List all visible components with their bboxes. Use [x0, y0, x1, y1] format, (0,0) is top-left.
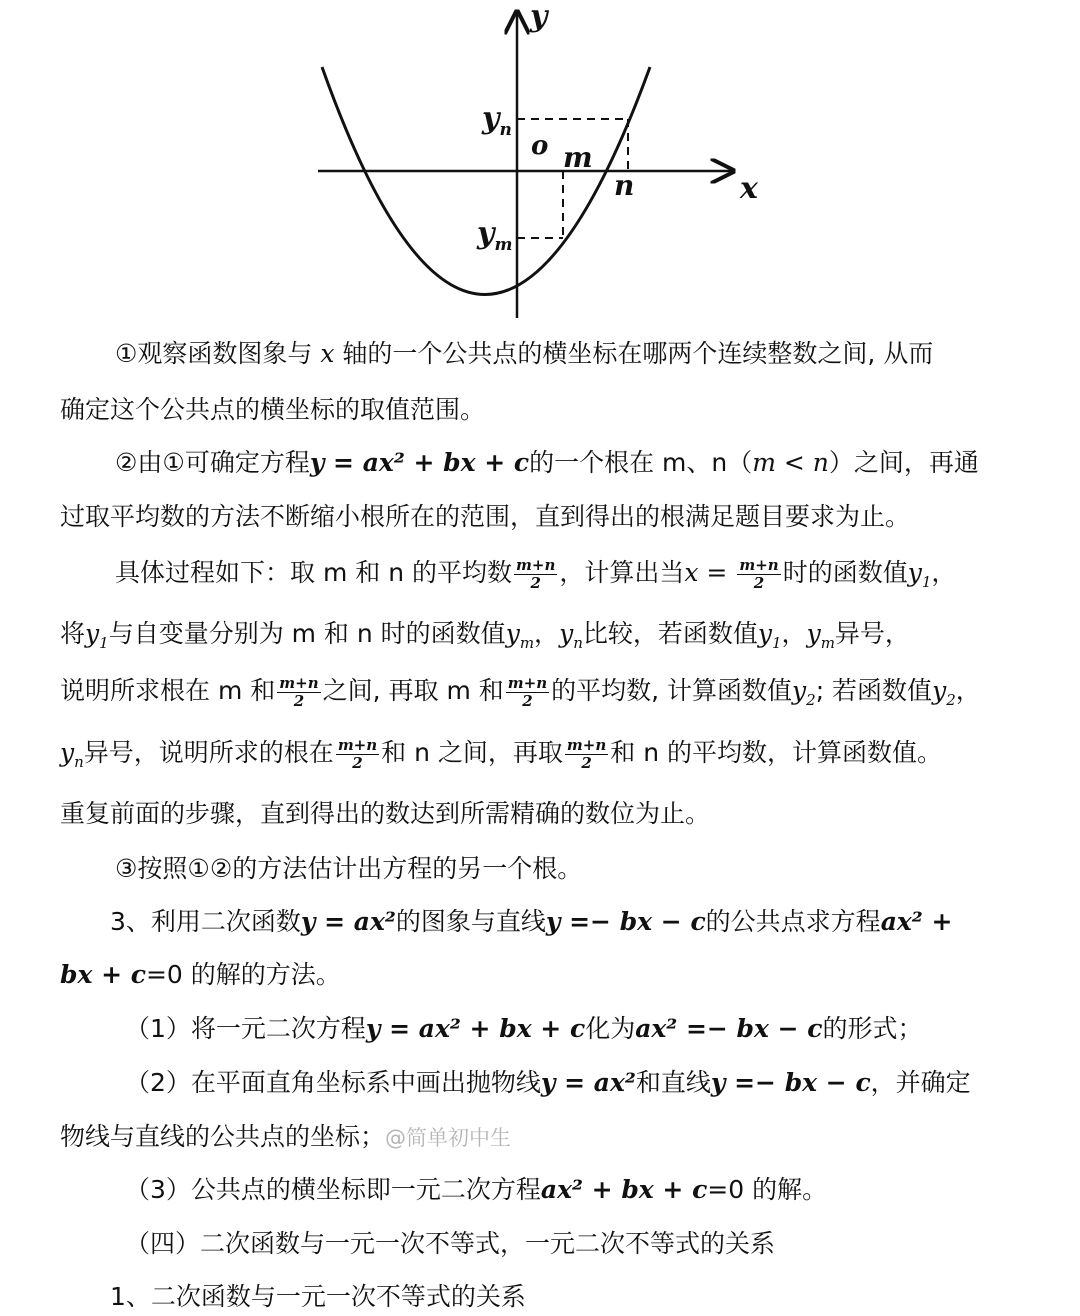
fraction-m-plus-n-over-2: $\frac{m+n}{2}$ [566, 735, 607, 772]
p3-line1: 具体过程如下：取 m 和 n 的平均数 $\frac{m+n}{2}$ ，计算出当x = $\frac{m+n}{2}$ 时的函数值$y_1$， [115, 555, 957, 592]
fraction-m-plus-n-over-2: $\frac{m+n}{2}$ [279, 673, 319, 710]
fraction-m-plus-n-over-2: $\frac{m+n}{2}$ [516, 555, 556, 592]
n-label: n [614, 169, 635, 202]
watermark: @简单初中生 [385, 1126, 512, 1150]
p3-line3: 说明所求根在 m 和 $\frac{m+n}{2}$ 之间, 再取 m 和 $\frac{m+n}{2}$ 的平均数, 计算函数值$y_2$; 若函数值$y_2$， [60, 673, 981, 710]
fraction-m-plus-n-over-2: $\frac{m+n}{2}$ [337, 735, 378, 772]
p4-line: ③按照①②的方法估计出方程的另一个根。 [115, 854, 583, 883]
p6-line: （1）将一元二次方程y = ax² + bx + c化为ax² =− bx − c的形式； [125, 1014, 923, 1043]
section-heading: （四）二次函数与一元一次不等式，一元二次不等式的关系 [125, 1229, 776, 1258]
m-label: m [563, 141, 593, 174]
yn-label: $y_n$ [482, 101, 512, 140]
p5-line1: 3、利用二次函数y = ax²的图象与直线y =− bx − c的公共点求方程ax² + [110, 907, 953, 936]
fraction-m-plus-n-over-2: $\frac{m+n}{2}$ [739, 555, 779, 592]
p7-line2: 物线与直线的公共点的坐标；@简单初中生 [60, 1122, 512, 1151]
p7-line1: （2）在平面直角坐标系中画出抛物线y = ax²和直线y =− bx − c，并确定 [125, 1068, 971, 1097]
origin-label: o [531, 131, 549, 161]
p2-line2: 过取平均数的方法不断缩小根所在的范围，直到得出的根满足题目要求为止。 [60, 502, 911, 531]
p5-line2: bx + c=0 的解的方法。 [60, 960, 341, 989]
p3-line2: 将$y_1$与自变量分别为 m 和 n 时的函数值$y_m$，$y_n$比较，若函数值$y_1$，$y_m$异号， [60, 619, 910, 652]
p2-line1: ②由①可确定方程y = ax² + bx + c的一个根在 m、n（m < n）之间，再通 [115, 448, 979, 477]
fraction-m-plus-n-over-2: $\frac{m+n}{2}$ [507, 673, 548, 710]
p1-line2: 确定这个公共点的横坐标的取值范围。 [60, 395, 486, 424]
subsection-heading: 1、二次函数与一元一次不等式的关系 [110, 1282, 526, 1311]
x-axis-label: x [740, 171, 758, 206]
p8-line: （3）公共点的横坐标即一元二次方程ax² + bx + c=0 的解。 [125, 1175, 828, 1204]
p3-line4: $y_n$异号，说明所求的根在 $\frac{m+n}{2}$ 和 n 之间，再取 $\frac{m+n}{2}$ 和 n 的平均数，计算函数值。 [60, 735, 943, 772]
ym-label: $y_m$ [477, 216, 513, 255]
p3-line5: 重复前面的步骤，直到得出的数达到所需精确的数位为止。 [60, 799, 711, 828]
p1-line1: ①观察函数图象与 x 轴的一个公共点的横坐标在哪两个连续整数之间, 从而 [115, 339, 934, 368]
parabola-graph [300, 0, 780, 330]
y-axis-label: y [530, 0, 548, 34]
